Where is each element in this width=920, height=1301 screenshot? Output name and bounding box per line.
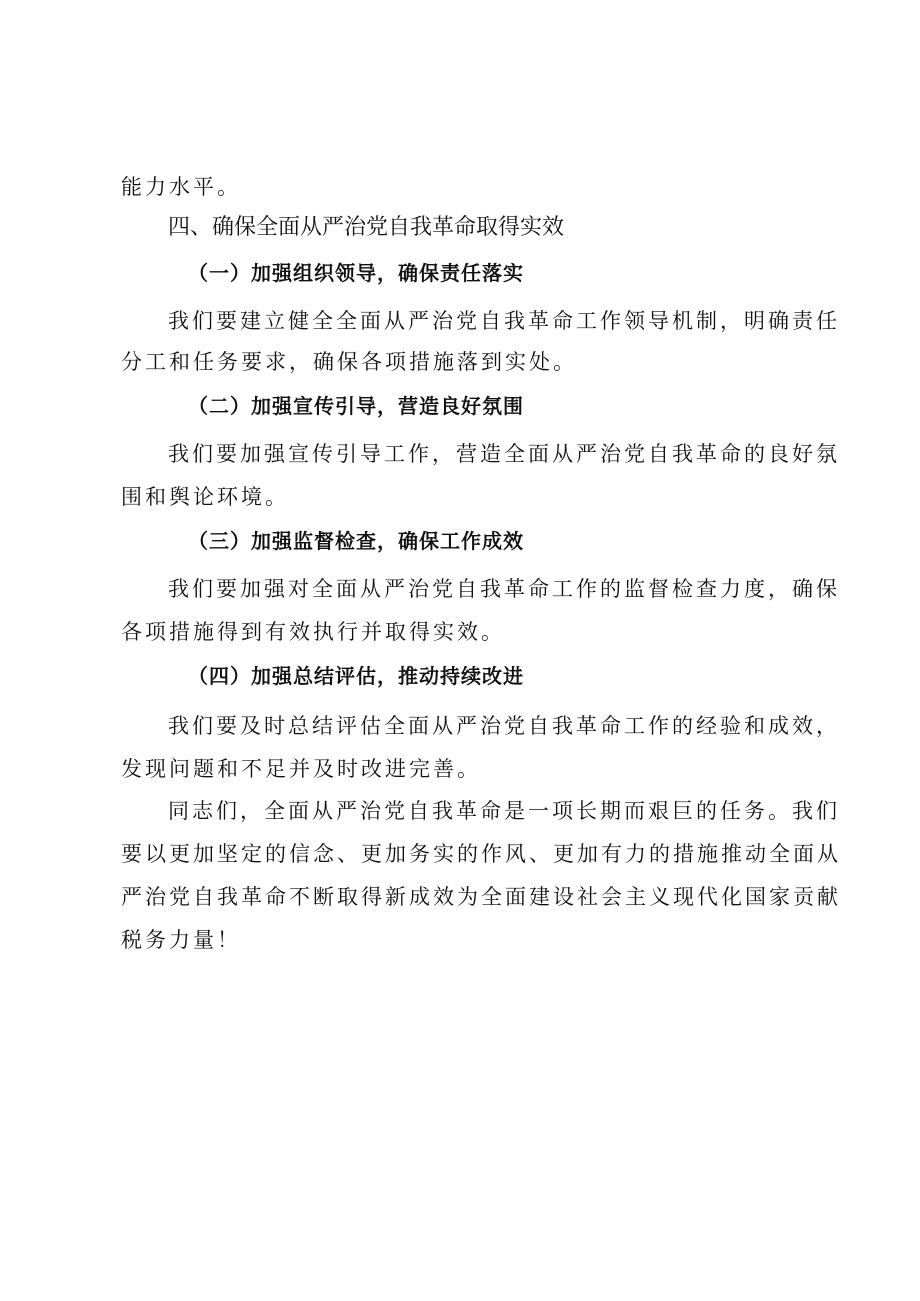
paragraph-line: 我们要及时总结评估全面从严治党自我革命工作的经验和成效， [168,714,840,738]
paragraph-line: 分工和任务要求，确保各项措施落到实处。 [121,350,577,374]
section-title: 四、确保全面从严治党自我革命取得实效 [168,215,565,240]
subsection-heading-1: （一）加强组织领导，确保责任落实 [188,261,524,285]
paragraph-line: 我们要加强对全面从严治党自我革命工作的监督检查力度，确保 [168,577,840,601]
subsection-heading-3: （三）加强监督检查，确保工作成效 [188,529,524,553]
closing-line: 同志们，全面从严治党自我革命是一项长期而艰巨的任务。我们 [168,799,840,823]
subsection-heading-4: （四）加强总结评估，推动持续改进 [188,664,524,688]
paragraph-line: 发现问题和不足并及时改进完善。 [121,757,481,781]
closing-line: 税务力量！ [121,928,241,952]
subsection-heading-2: （二）加强宣传引导，营造良好氛围 [188,394,524,418]
opening-line: 能力水平。 [121,175,241,199]
paragraph-line: 我们要加强宣传引导工作，营造全面从严治党自我革命的良好氛 [168,442,840,466]
closing-line: 严治党自我革命不断取得新成效为全面建设社会主义现代化国家贡献 [121,885,841,909]
paragraph-line: 围和舆论环境。 [121,485,289,509]
paragraph-line: 我们要建立健全全面从严治党自我革命工作领导机制，明确责任 [168,309,840,333]
paragraph-line: 各项措施得到有效执行并取得实效。 [121,620,505,644]
closing-line: 要以更加坚定的信念、更加务实的作风、更加有力的措施推动全面从 [121,842,841,866]
